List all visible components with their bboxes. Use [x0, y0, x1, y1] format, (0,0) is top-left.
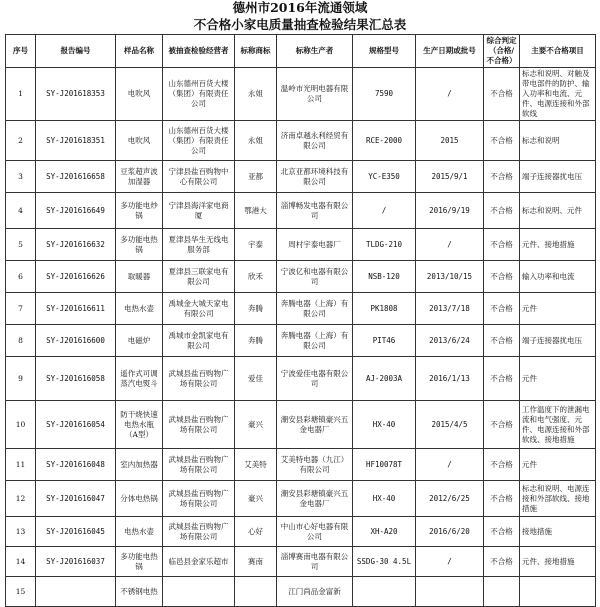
cell-model: PIT46	[353, 325, 416, 357]
cell-name: 防干烧快速电热水瓶（A型）	[116, 401, 163, 449]
cell-items: 元件	[520, 293, 596, 325]
cell-items: 标志和说明	[520, 121, 596, 161]
cell-seller	[163, 577, 235, 607]
cell-no: 3	[6, 161, 36, 193]
cell-report: SY-J201616600	[36, 325, 116, 357]
cell-seller: 夏津县三联家电有限公司	[163, 261, 235, 293]
cell-maker: 周村宇泰电器厂	[277, 229, 353, 261]
cell-date: 2015	[416, 121, 484, 161]
table-row	[6, 357, 596, 401]
cell-verdict: 不合格	[484, 161, 520, 193]
col-header-no: 序号	[6, 35, 36, 68]
cell-model: AJ-2003A	[353, 357, 416, 401]
cell-name: 电磁炉	[116, 325, 163, 357]
cell-seller: 武城县盐百购物广场有限公司	[163, 517, 235, 547]
cell-maker: 潮安县彩塘镇豪兴五金电器厂	[277, 401, 353, 449]
cell-brand: 豪兴	[235, 481, 277, 517]
cell-items: 接地措施	[520, 517, 596, 547]
cell-items: 元件、接地措施	[520, 229, 596, 261]
title-line-1: 德州市2016年流通领域	[232, 0, 368, 15]
cell-model: 7590	[353, 68, 416, 121]
cell-name: 电热水壶	[116, 517, 163, 547]
cell-date: 2013/7/18	[416, 293, 484, 325]
cell-items: 标志和说明、电源连接和外部软线、接地措施	[520, 481, 596, 517]
cell-date: /	[416, 449, 484, 481]
cell-date: 2012/6/25	[416, 481, 484, 517]
cell-items: 元件	[520, 357, 596, 401]
col-header-verdict: 综合判定（合格/不合格）	[484, 35, 520, 68]
cell-brand: 鄂港大	[235, 193, 277, 229]
cell-date: 2015/4/5	[416, 401, 484, 449]
table-row	[6, 547, 596, 577]
cell-brand: 赛南	[235, 547, 277, 577]
cell-items: 标志和说明、对触及带电部件的防护、输入功率和电流、元件、电源连接和外部软线	[520, 68, 596, 121]
cell-verdict: 不合格	[484, 261, 520, 293]
cell-no: 9	[6, 357, 36, 401]
cell-model: HF10078T	[353, 449, 416, 481]
cell-brand: 豪兴	[235, 401, 277, 449]
cell-report: SY-J201616045	[36, 517, 116, 547]
cell-maker: 淄博畅发电器有限公司	[277, 193, 353, 229]
cell-model	[353, 577, 416, 607]
cell-report: SY-J201616658	[36, 161, 116, 193]
cell-items: 端子连接器扰电压	[520, 325, 596, 357]
cell-verdict: 不合格	[484, 517, 520, 547]
cell-seller: 宁津县盐百购物中心有限公司	[163, 161, 235, 193]
cell-verdict: 不合格	[484, 357, 520, 401]
cell-maker: 中山市心好电器有限公司	[277, 517, 353, 547]
cell-seller: 武城县盐百购物广场有限公司	[163, 481, 235, 517]
table-row	[6, 68, 596, 121]
cell-brand: 永姐	[235, 121, 277, 161]
cell-report	[36, 577, 116, 607]
cell-verdict: 不合格	[484, 325, 520, 357]
cell-name: 室内加热器	[116, 449, 163, 481]
table-row	[6, 229, 596, 261]
cell-verdict: 不合格	[484, 121, 520, 161]
cell-verdict: 不合格	[484, 193, 520, 229]
cell-name: 遥作式可调蒸汽电熨斗	[116, 357, 163, 401]
cell-maker: 宁波亿和电器有限公司	[277, 261, 353, 293]
cell-date: 2016/6/20	[416, 517, 484, 547]
cell-items: 工作温度下的泄漏电流和电气强度、元件、电源连接和外部软线、接地措施	[520, 401, 596, 449]
cell-report: SY-J201616037	[36, 547, 116, 577]
cell-name: 多功能电热锅	[116, 229, 163, 261]
cell-maker: 温岭市光明电器有限公司	[277, 68, 353, 121]
cell-no: 14	[6, 547, 36, 577]
cell-date: /	[416, 547, 484, 577]
cell-verdict: 不合格	[484, 449, 520, 481]
cell-name: 电吹风	[116, 121, 163, 161]
cell-verdict: 不合格	[484, 481, 520, 517]
cell-brand: 永姐	[235, 68, 277, 121]
cell-brand: 心好	[235, 517, 277, 547]
cell-report: SY-J201616058	[36, 357, 116, 401]
cell-verdict: 不合格	[484, 68, 520, 121]
cell-name: 电热水壶	[116, 293, 163, 325]
cell-report: SY-J201616611	[36, 293, 116, 325]
cell-report: SY-J201616047	[36, 481, 116, 517]
table-row	[6, 481, 596, 517]
cell-name: 分体电热锅	[116, 481, 163, 517]
cell-date: /	[416, 229, 484, 261]
cell-maker: 北京亚都环境科技有限公司	[277, 161, 353, 193]
cell-model: PK1808	[353, 293, 416, 325]
cell-no: 15	[6, 577, 36, 607]
cell-maker: 奔腾电器（上海）有限公司	[277, 293, 353, 325]
cell-report: SY-J201616649	[36, 193, 116, 229]
cell-model: /	[353, 193, 416, 229]
cell-items: 输入功率和电流	[520, 261, 596, 293]
cell-no: 4	[6, 193, 36, 229]
cell-model: NSB-120	[353, 261, 416, 293]
cell-brand: 爱佳	[235, 357, 277, 401]
col-header-date: 生产日期或批号	[416, 35, 484, 68]
results-table	[5, 34, 596, 607]
col-header-brand: 标称商标	[235, 35, 277, 68]
cell-model: RCE-2000	[353, 121, 416, 161]
cell-date: 2013/10/15	[416, 261, 484, 293]
cell-no: 11	[6, 449, 36, 481]
cell-items	[520, 577, 596, 607]
cell-no: 10	[6, 401, 36, 449]
cell-date: 2013/6/24	[416, 325, 484, 357]
cell-date: 2016/1/13	[416, 357, 484, 401]
cell-no: 1	[6, 68, 36, 121]
cell-name: 豆浆超声波加湿器	[116, 161, 163, 193]
cell-seller: 武城县盐百购物广场有限公司	[163, 357, 235, 401]
cell-seller: 武城县盐百购物广场有限公司	[163, 401, 235, 449]
cell-brand: 宇泰	[235, 229, 277, 261]
cell-model: XH-A20	[353, 517, 416, 547]
cell-report: SY-J201616632	[36, 229, 116, 261]
header-row	[6, 35, 596, 68]
table-row	[6, 577, 596, 607]
cell-report: SY-J201616054	[36, 401, 116, 449]
table-row	[6, 517, 596, 547]
cell-verdict	[484, 577, 520, 607]
cell-seller: 禹城金大城天家电有限公司	[163, 293, 235, 325]
cell-no: 2	[6, 121, 36, 161]
table-row	[6, 161, 596, 193]
cell-model: HX-40	[353, 401, 416, 449]
cell-maker: 济南卓越永利经贸有限公司	[277, 121, 353, 161]
table-row	[6, 401, 596, 449]
cell-date: 2016/9/19	[416, 193, 484, 229]
cell-seller: 临邑县金家乐超市	[163, 547, 235, 577]
cell-no: 7	[6, 293, 36, 325]
cell-model: TLDG-210	[353, 229, 416, 261]
cell-brand: 艾美特	[235, 449, 277, 481]
col-header-maker: 标称生产者	[277, 35, 353, 68]
cell-items: 标志和说明、元件	[520, 193, 596, 229]
cell-report: SY-J201616048	[36, 449, 116, 481]
cell-verdict: 不合格	[484, 229, 520, 261]
cell-report: SY-J201618353	[36, 68, 116, 121]
table-row	[6, 121, 596, 161]
cell-maker: 奔腾电器（上海）有限公司	[277, 325, 353, 357]
cell-items: 端子连接器扰电压	[520, 161, 596, 193]
cell-items: 元件	[520, 449, 596, 481]
cell-date	[416, 577, 484, 607]
cell-seller: 武城县盐百购物广场有限公司	[163, 449, 235, 481]
cell-brand: 欣禾	[235, 261, 277, 293]
cell-no: 8	[6, 325, 36, 357]
cell-name: 电吹风	[116, 68, 163, 121]
cell-name: 不锈钢电热	[116, 577, 163, 607]
cell-date: /	[416, 68, 484, 121]
cell-date: 2015/9/1	[416, 161, 484, 193]
cell-maker: 潮安县彩塘镇豪兴五金电器厂	[277, 481, 353, 517]
cell-model: YC-E350	[353, 161, 416, 193]
cell-name: 多功能电炒锅	[116, 193, 163, 229]
cell-seller: 山东德州百货大楼（集团）有限责任公司	[163, 121, 235, 161]
cell-verdict: 不合格	[484, 401, 520, 449]
cell-no: 12	[6, 481, 36, 517]
col-header-model: 规格型号	[353, 35, 416, 68]
cell-name: 多功能电热锅	[116, 547, 163, 577]
cell-maker: 宁波爱佳电器有限公司	[277, 357, 353, 401]
cell-no: 13	[6, 517, 36, 547]
cell-items: 元件、接地措施	[520, 547, 596, 577]
table-row	[6, 193, 596, 229]
cell-report: SY-J201618351	[36, 121, 116, 161]
col-header-name: 样品名称	[116, 35, 163, 68]
cell-maker: 艾美特电器（九江）有限公司	[277, 449, 353, 481]
cell-report: SY-J201616626	[36, 261, 116, 293]
col-header-report: 报告编号	[36, 35, 116, 68]
cell-brand: 亚都	[235, 161, 277, 193]
cell-verdict: 不合格	[484, 547, 520, 577]
cell-brand: 奔腾	[235, 325, 277, 357]
table-row	[6, 261, 596, 293]
table-row	[6, 449, 596, 481]
table-row	[6, 325, 596, 357]
cell-brand	[235, 577, 277, 607]
cell-model: HX-40	[353, 481, 416, 517]
title-line-2: 不合格小家电质量抽查检验结果汇总表	[193, 17, 407, 32]
cell-seller: 山东德州百货大楼（集团）有限责任公司	[163, 68, 235, 121]
cell-no: 5	[6, 229, 36, 261]
cell-maker: 江门尚品金富新	[277, 577, 353, 607]
col-header-seller: 被抽查检验经营者	[163, 35, 235, 68]
cell-name: 取暖器	[116, 261, 163, 293]
cell-maker: 淄博赛南电器有限公司	[277, 547, 353, 577]
cell-seller: 禹城市金凯家电有限公司	[163, 325, 235, 357]
cell-seller: 夏津县华生无线电服务部	[163, 229, 235, 261]
col-header-items: 主要不合格项目	[520, 35, 596, 68]
table-row	[6, 293, 596, 325]
cell-verdict: 不合格	[484, 293, 520, 325]
cell-brand: 奔腾	[235, 293, 277, 325]
cell-no: 6	[6, 261, 36, 293]
cell-model: SSDG-30 4.5L	[353, 547, 416, 577]
cell-seller: 宁津县海洋家电商厦	[163, 193, 235, 229]
